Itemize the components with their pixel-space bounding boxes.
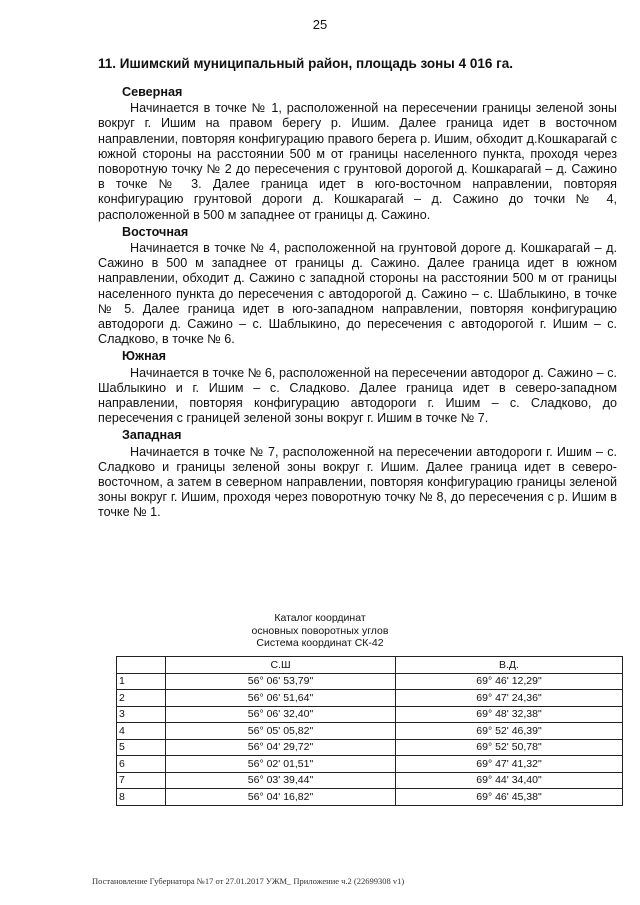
longitude-cell: 69° 47' 24,36" [396,690,623,707]
point-number: 5 [117,739,166,756]
table-row [117,756,623,773]
point-number: 1 [117,673,166,690]
section-text-north: Начинается в точке № 1, расположенной на пересечении границы зеленой зоны вокруг г. Ишим на правом берегу р. Ишим. Далее граница идет в восточном направлении, повторяя конфигурацию правого берега р. Ишим, обходит д.Кошкарагай с южной стороны на расстоянии 500 м от границы населенного пункта, проходя через поворотную точку № 2 до пересечения с грунтовой дорогой д. Кошкарагай – д. Сажино в точке № 3. Далее граница идет в юго-восточном направлении, повторяя конфигурацию грунтовой дороги д. Кошкарагай – д. Сажино до точки № 4, расположенной в 500 м западнее от границы д. Сажино. [98,101,617,222]
point-number: 4 [117,723,166,740]
latitude-cell: 56° 03' 39,44" [166,772,396,789]
section-title: 11. Ишимский муниципальный район, площадь зоны 4 016 га. [98,56,513,71]
coordinates-table [116,656,623,806]
column-header-latitude: С.Ш [166,657,396,674]
latitude-cell: 56° 05' 05,82" [166,723,396,740]
table-header-row [117,657,623,674]
latitude-cell: 56° 06' 51,64" [166,690,396,707]
table-row [117,789,623,806]
table-row [117,772,623,789]
table-row [117,723,623,740]
catalog-caption-line: основных поворотных углов [251,624,389,637]
table-row [117,706,623,723]
point-number: 2 [117,690,166,707]
longitude-cell: 69° 52' 46,39" [396,723,623,740]
boundary-description [98,83,617,522]
column-header-longitude: В.Д. [396,657,623,674]
section-heading-west: Западная [122,428,182,443]
section-text-west: Начинается в точке № 7, расположенной на пересечении автодороги г. Ишим – с. Сладково и границы зеленой зоны вокруг г. Ишим. Далее граница идет в северо-восточном, а затем в северном направлении, повторяя конфигурацию границы зеленой зоны вокруг г. Ишим, проходя через поворотную точку № 8, до пересечения с р. Ишим в точке № 1. [98,444,617,520]
section-text-east: Начинается в точке № 4, расположенной на грунтовой дороге д. Кошкарагай – д. Сажино в 500 м западнее от границы д. Сажино. Далее граница идет в южном направлении, обходит д. Сажино с западной стороны на расстоянии 500 м от границы населенного пункта до пересечения с автодорогой д. Сажино – с. Шаблыкино, в точке № 5. Далее граница идет в юго-западном направлении, повторяя конфигурацию автодороги д. Сажино – с. Шаблыкино, до пересечения с автодорогой г. Ишим – с. Сладково, в точке № 6. [98,241,617,347]
longitude-cell: 69° 52' 50,78" [396,739,623,756]
section-south [98,349,617,426]
latitude-cell: 56° 06' 53,79" [166,673,396,690]
point-number: 7 [117,772,166,789]
section-heading-south: Южная [122,349,167,364]
column-header-number [117,657,166,674]
longitude-cell: 69° 44' 34,40" [396,772,623,789]
point-number: 3 [117,706,166,723]
point-number: 8 [117,789,166,806]
point-number: 6 [117,756,166,773]
table-row [117,739,623,756]
latitude-cell: 56° 02' 01,51" [166,756,396,773]
table-row [117,690,623,707]
document-footer: Постановление Губернатора №17 от 27.01.2017 УЖМ_ Приложение ч.2 (22699308 v1) [92,876,405,886]
latitude-cell: 56° 04' 29,72" [166,739,396,756]
catalog-caption [0,612,640,650]
longitude-cell: 69° 46' 45,38" [396,789,623,806]
section-west [98,428,617,520]
catalog-caption-line: Каталог координат [274,612,366,624]
longitude-cell: 69° 46' 12,29" [396,673,623,690]
longitude-cell: 69° 47' 41,32" [396,756,623,773]
page-number: 25 [312,17,328,32]
section-text-south: Начинается в точке № 6, расположенной на пересечении автодорог д. Сажино – с. Шаблыкино и г. Ишим – с. Сладково. Далее граница идет в северо-западном направлении, повторяя конфигурацию автодороги г. Ишим – с. Сладково, до пересечения с границей зеленой зоны вокруг г. Ишим в точке № 7. [98,365,617,426]
catalog-caption-line: Система координат СК-42 [256,637,384,649]
table-row [117,673,623,690]
longitude-cell: 69° 48' 32,38" [396,706,623,723]
section-heading-north: Северная [122,85,183,99]
section-east [98,225,617,348]
latitude-cell: 56° 06' 32,40" [166,706,396,723]
latitude-cell: 56° 04' 16,82" [166,789,396,806]
section-heading-east: Восточная [122,224,189,239]
section-north [98,85,617,223]
